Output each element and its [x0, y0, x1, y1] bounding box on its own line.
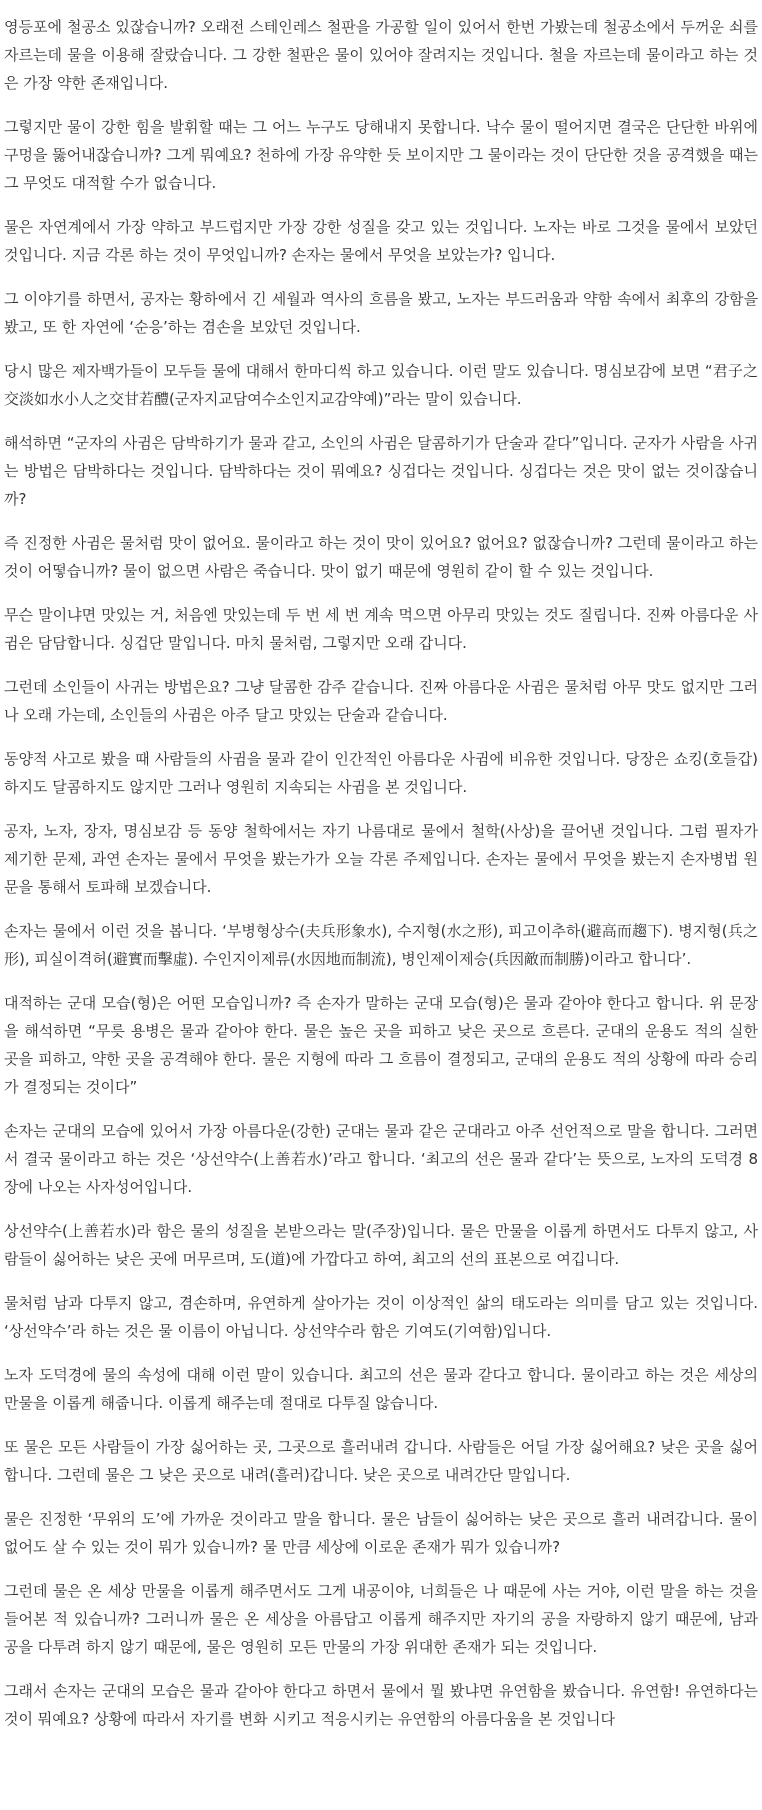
paragraph: 물은 자연계에서 가장 약하고 부드럽지만 가장 강한 성질을 갖고 있는 것입니다. 노자는 바로 그것을 물에서 보았던 것입니다. 지금 각론 하는 것이 무엇입니까? 손자는 물에서 무엇을 보았는가? 입니다. [4, 218, 758, 264]
paragraph: 당시 많은 제자백가들이 모두들 물에 대해서 한마디씩 하고 있습니다. 이런 말도 있습니다. 명심보감에 보면 “君子之交淡如水小人之交甘若醴(군자지교담여수소인지교감약예)”라는 말이 있습니다. [4, 362, 758, 408]
paragraph: 그렇지만 물이 강한 힘을 발휘할 때는 그 어느 누구도 당해내지 못합니다. 낙수 물이 떨어지면 결국은 단단한 바위에 구멍을 뚫어내잖습니까? 그게 뭐예요? 천하에 가장 유약한 듯 보이지만 그 물이라는 것이 단단한 것을 공격했을 때는 그 무엇도 대적할 수가 없습니다. [4, 118, 758, 192]
paragraph: 노자 도덕경에 물의 속성에 대해 이런 말이 있습니다. 최고의 선은 물과 같다고 합니다. 물이라고 하는 것은 세상의 만물을 이롭게 해줍니다. 이롭게 해주는데 절대로 다투질 않습니다. [4, 1366, 758, 1412]
paragraph: 그래서 손자는 군대의 모습은 물과 같아야 한다고 하면서 물에서 뭘 봤냐면 유연함을 봤습니다. 유연함! 유연하다는 것이 뭐예요? 상황에 따라서 자기를 변화 시키고 적응시키는 유연함의 아름다움을 본 것입니다 [4, 1682, 758, 1728]
paragraph: 물은 진정한 ‘무위의 도’에 가까운 것이라고 말을 합니다. 물은 남들이 싫어하는 낮은 곳으로 흘러 내려갑니다. 물이 없어도 살 수 있는 것이 뭐가 있습니까? 물 만큼 세상에 이로운 존재가 뭐가 있습니까? [4, 1510, 758, 1556]
paragraph: 그런데 물은 온 세상 만물을 이롭게 해주면서도 그게 내공이야, 너희들은 나 때문에 사는 거야, 이런 말을 하는 것을 들어본 적 있습니까? 그러니까 물은 온 세상을 아름답고 이롭게 해주지만 자기의 공을 자랑하지 않기 때문에, 남과 공을 다투려 하지 않기 때문에, 물은 영원히 모든 만물의 가장 위대한 존재가 되는 것입니다. [4, 1582, 758, 1656]
paragraph: 동양적 사고로 봤을 때 사람들의 사귐을 물과 같이 인간적인 아름다운 사귐에 비유한 것입니다. 당장은 쇼킹(호들갑)하지도 달콤하지도 않지만 그러나 영원히 지속되는 사귐을 본 것입니다. [4, 750, 758, 796]
paragraph: 즉 진정한 사귐은 물처럼 맛이 없어요. 물이라고 하는 것이 맛이 있어요? 없어요? 없잖습니까? 그런데 물이라고 하는 것이 어떻습니까? 물이 없으면 사람은 죽습니다. 맛이 없기 때문에 영원히 같이 할 수 있는 것입니다. [4, 534, 758, 580]
paragraph: 또 물은 모든 사람들이 가장 싫어하는 곳, 그곳으로 흘러내려 갑니다. 사람들은 어딜 가장 싫어해요? 낮은 곳을 싫어합니다. 그런데 물은 그 낮은 곳으로 내려(흘러)갑니다. 낮은 곳으로 내려간단 말입니다. [4, 1438, 758, 1484]
paragraph: 그런데 소인들이 사귀는 방법은요? 그냥 달콤한 감주 같습니다. 진짜 아름다운 사귐은 물처럼 아무 맛도 없지만 그러나 오래 가는데, 소인들의 사귐은 아주 달고 맛있는 단술과 같습니다. [4, 678, 758, 724]
paragraph: 공자, 노자, 장자, 명심보감 등 동양 철학에서는 자기 나름대로 물에서 철학(사상)을 끌어낸 것입니다. 그럼 필자가 제기한 문제, 과연 손자는 물에서 무엇을 봤는가가 오늘 각론 주제입니다. 손자는 물에서 무엇을 봤는지 손자병법 원문을 통해서 토파해 보겠습니다. [4, 822, 758, 896]
paragraph: 물처럼 남과 다투지 않고, 겸손하며, 유연하게 살아가는 것이 이상적인 삶의 태도라는 의미를 담고 있는 것입니다. ‘상선약수’라 하는 것은 물 이름이 아닙니다. 상선약수라 함은 기여도(기여함)입니다. [4, 1294, 758, 1340]
paragraph: 대적하는 군대 모습(형)은 어떤 모습입니까? 즉 손자가 말하는 군대 모습(형)은 물과 같아야 한다고 합니다. 위 문장을 해석하면 “무릇 용병은 물과 같아야 한다. 물은 높은 곳을 피하고 낮은 곳으로 흐른다. 군대의 운용도 적의 실한 곳을 피하고, 약한 곳을 공격해야 한다. 물은 지형에 따라 그 흐름이 결정되고, 군대의 운용도 적의 상황에 따라 승리가 결정되는 것이다” [4, 994, 758, 1096]
paragraph: 영등포에 철공소 있잖습니까? 오래전 스테인레스 철판을 가공할 일이 있어서 한번 가봤는데 철공소에서 두꺼운 쇠를 자르는데 물을 이용해 잘랐습니다. 그 강한 철판은 물이 있어야 잘려지는 것입니다. 철을 자르는데 물이라고 하는 것은 가장 약한 존재입니다. [4, 18, 758, 92]
paragraph: 손자는 물에서 이런 것을 봅니다. ‘부병형상수(夫兵形象水), 수지형(水之形), 피고이추하(避高而趨下). 병지형(兵之形), 피실이격허(避實而擊虛). 수인지이제류(水因地而制流), 병인제이제승(兵因敵而制勝)이라고 합니다’. [4, 922, 758, 968]
paragraph: 손자는 군대의 모습에 있어서 가장 아름다운(강한) 군대는 물과 같은 군대라고 아주 선언적으로 말을 합니다. 그러면서 결국 물이라고 하는 것은 ‘상선약수(上善若水)’라고 합니다. ‘최고의 선은 물과 같다’는 뜻으로, 노자의 도덕경 8장에 나오는 사자성어입니다. [4, 1122, 758, 1196]
paragraph: 상선약수(上善若水)라 함은 물의 성질을 본받으라는 말(주장)입니다. 물은 만물을 이롭게 하면서도 다투지 않고, 사람들이 싫어하는 낮은 곳에 머무르며, 도(道)에 가깝다고 하여, 최고의 선의 표본으로 여깁니다. [4, 1222, 758, 1268]
paragraph: 그 이야기를 하면서, 공자는 황하에서 긴 세월과 역사의 흐름을 봤고, 노자는 부드러움과 약함 속에서 최후의 강함을 봤고, 또 한 자연에 ‘순응’하는 겸손을 보았던 것입니다. [4, 290, 758, 336]
paragraph: 해석하면 “군자의 사귐은 담박하기가 물과 같고, 소인의 사귐은 달콤하기가 단술과 같다”입니다. 군자가 사람을 사귀는 방법은 담박하다는 것입니다. 담박하다는 것이 뭐예요? 싱겁다는 것입니다. 싱겁다는 것은 맛이 없는 것이잖습니까? [4, 434, 758, 508]
paragraph: 무슨 말이냐면 맛있는 거, 처음엔 맛있는데 두 번 세 번 계속 먹으면 아무리 맛있는 것도 질립니다. 진짜 아름다운 사귐은 담담합니다. 싱겁단 말입니다. 마치 물처럼, 그렇지만 오래 갑니다. [4, 606, 758, 652]
